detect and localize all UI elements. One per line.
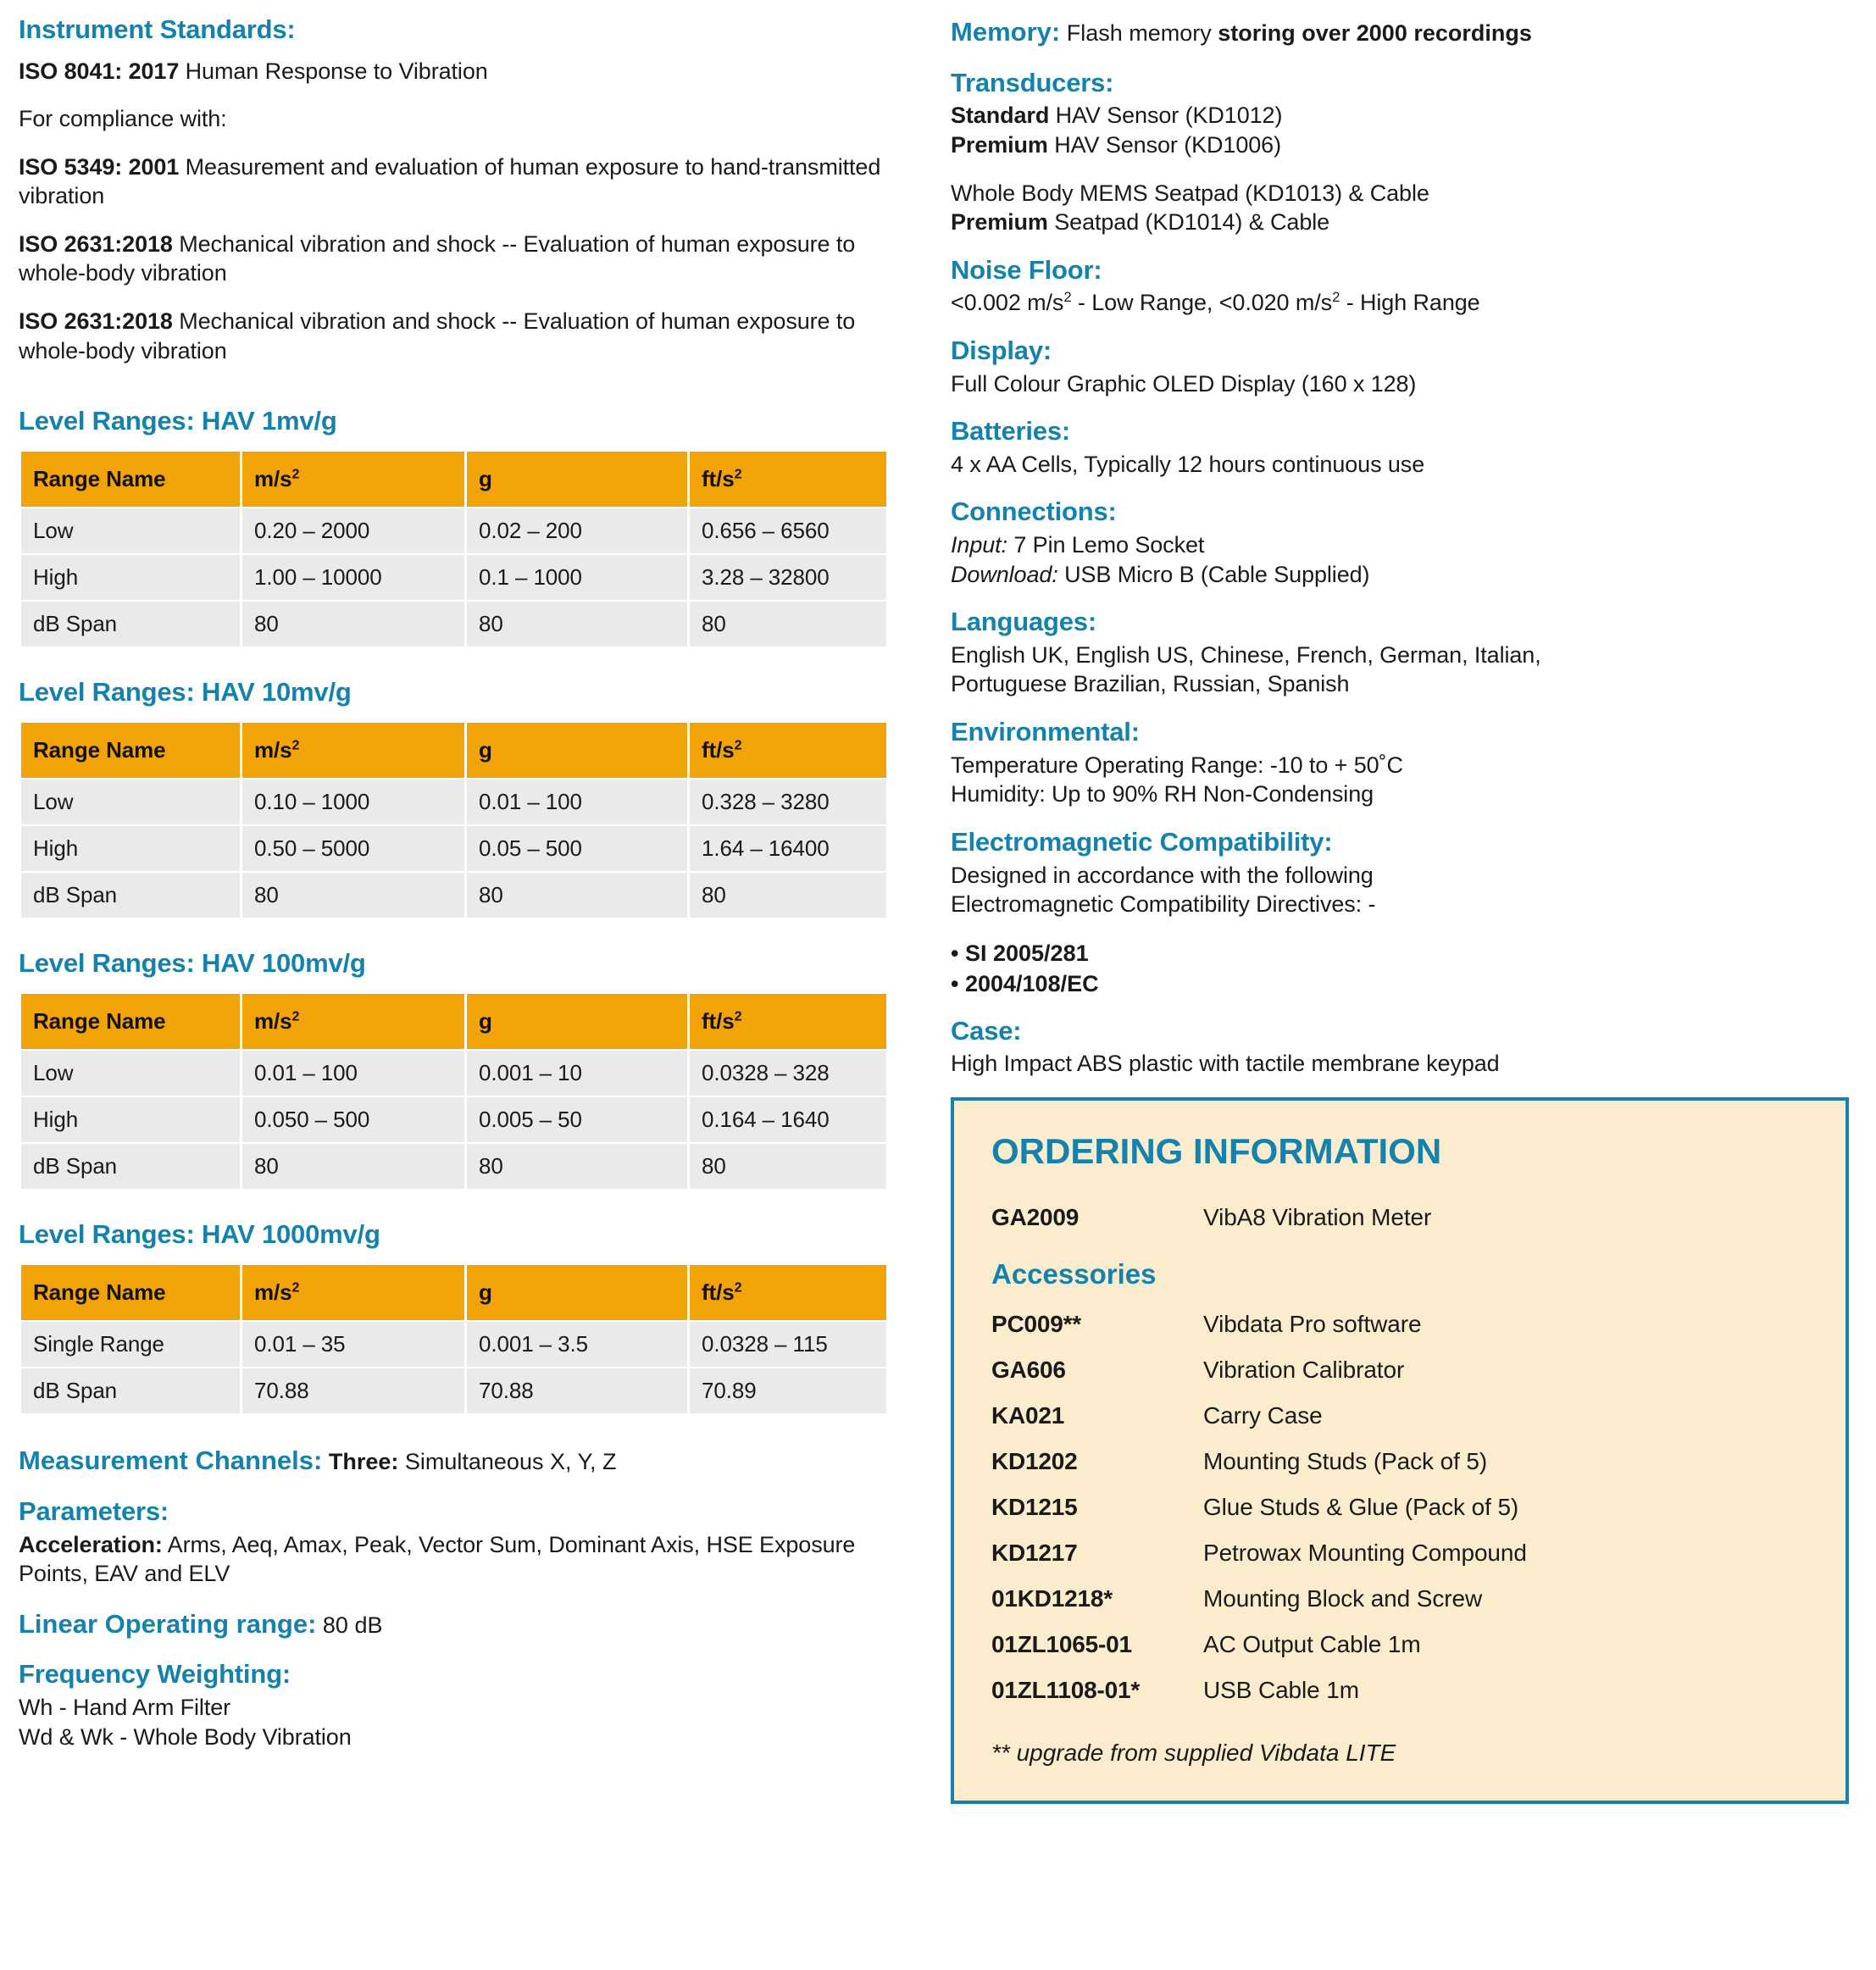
left-column bbox=[19, 15, 900, 1970]
order-code: KA021 bbox=[991, 1401, 1065, 1429]
col-header-g: g bbox=[467, 1265, 687, 1320]
order-item bbox=[991, 1584, 1808, 1612]
measurement-channels-heading: Measurement Channels: bbox=[19, 1446, 323, 1476]
display-text: Full Colour Graphic OLED Display (160 x 128) bbox=[951, 370, 1417, 397]
col-header-fts2: $ft/s^2$ bbox=[690, 452, 886, 507]
noise-floor-mid: - Low Range, <0.020 m/s bbox=[1071, 290, 1333, 316]
col-header-g: g bbox=[467, 452, 687, 507]
emc-line-1: Designed in accordance with the following bbox=[951, 862, 1374, 888]
emc-directives-list bbox=[951, 938, 1849, 1000]
cell-range-name: dB Span bbox=[21, 1368, 240, 1413]
parameters-heading: Parameters: bbox=[19, 1496, 169, 1526]
display-heading: Display: bbox=[951, 335, 1052, 365]
linear-operating-range-line bbox=[19, 1607, 900, 1642]
transducer-standard-label: Standard bbox=[951, 103, 1050, 129]
col-header-range-name: Range Name bbox=[21, 1265, 240, 1320]
order-description: Glue Studs & Glue (Pack of 5) bbox=[1203, 1493, 1519, 1520]
parameters-acceleration-line bbox=[19, 1530, 900, 1589]
iso-2631-line-1 bbox=[19, 230, 900, 288]
connections-download-line bbox=[951, 560, 1849, 590]
cell-range-name: dB Span bbox=[21, 873, 240, 918]
col-header-ms2: $m/s^2$ bbox=[242, 1265, 464, 1320]
cell-range-name: dB Span bbox=[21, 1144, 240, 1189]
iso-5349-text: Measurement and evaluation of human exposure to hand-transmitted vibration bbox=[19, 153, 881, 209]
col-header-g: g bbox=[467, 723, 687, 778]
col-header-ms2: $m/s^2$ bbox=[242, 723, 464, 778]
acceleration-text: Arms, Aeq, Amax, Peak, Vector Sum, Dominant Axis, HSE Exposure Points, EAV and ELV bbox=[19, 1531, 856, 1587]
cell-range-name: High bbox=[21, 555, 240, 600]
cell-g: 80 bbox=[467, 873, 687, 918]
col-header-range-name: Range Name bbox=[21, 723, 240, 778]
case-text: High Impact ABS plastic with tactile membrane keypad bbox=[951, 1051, 1500, 1077]
environmental-line-2: Humidity: Up to 90% RH Non-Condensing bbox=[951, 781, 1374, 807]
ordering-information-title: ORDERING INFORMATION bbox=[991, 1130, 1442, 1171]
order-code: GA2009 bbox=[991, 1203, 1080, 1230]
order-code: 01KD1218* bbox=[991, 1584, 1113, 1612]
cell-fts2: 0.164 – 1640 bbox=[690, 1097, 886, 1142]
transducer-standard-text: HAV Sensor (KD1012) bbox=[1049, 103, 1283, 129]
order-item bbox=[991, 1358, 1808, 1382]
col-header-fts2: $ft/s^2$ bbox=[690, 723, 886, 778]
memory-text: Flash memory bbox=[1060, 20, 1218, 46]
noise-floor-post: - High Range bbox=[1340, 290, 1480, 316]
languages-line-2: Portuguese Brazilian, Russian, Spanish bbox=[951, 671, 1350, 697]
table-row bbox=[21, 780, 886, 824]
connections-download-label: Download: bbox=[951, 561, 1058, 587]
cell-ms2: 0.01 – 35 bbox=[242, 1322, 464, 1367]
list-item: • 2004/108/EC bbox=[951, 968, 1849, 999]
cell-fts2: 1.64 – 16400 bbox=[690, 826, 886, 871]
order-description: Vibdata Pro software bbox=[1203, 1310, 1422, 1337]
emc-heading: Electromagnetic Compatibility: bbox=[951, 826, 1333, 857]
col-header-ms2: $m/s^2$ bbox=[242, 452, 464, 507]
iso-8041-text: Human Response to Vibration bbox=[179, 58, 488, 84]
memory-line bbox=[951, 15, 1849, 50]
col-header-range-name: Range Name bbox=[21, 994, 240, 1049]
measurement-channels-value: Simultaneous X, Y, Z bbox=[398, 1449, 617, 1475]
frequency-weighting-line-1: Wh - Hand Arm Filter bbox=[19, 1695, 231, 1720]
order-description: Carry Case bbox=[1203, 1401, 1323, 1429]
table-row bbox=[21, 508, 886, 553]
table-row bbox=[21, 602, 886, 646]
acceleration-label: Acceleration: bbox=[19, 1531, 163, 1557]
cell-range-name: Low bbox=[21, 508, 240, 553]
table-header-row bbox=[21, 452, 886, 507]
cell-g: 0.001 – 3.5 bbox=[467, 1322, 687, 1367]
iso-2631-text-2: Mechanical vibration and shock -- Evaluation of human exposure to whole-body vibration bbox=[19, 308, 856, 363]
measurement-channels-bold-value: Three: bbox=[322, 1449, 399, 1475]
cell-ms2: 80 bbox=[242, 873, 464, 918]
order-code: PC009** bbox=[991, 1310, 1082, 1337]
order-code: 01ZL1108-01* bbox=[991, 1676, 1141, 1703]
environmental-line-1: Temperature Operating Range: -10 to + 50˚C bbox=[951, 752, 1403, 778]
list-item: • SI 2005/281 bbox=[951, 938, 1849, 968]
order-description: Mounting Studs (Pack of 5) bbox=[1203, 1447, 1488, 1474]
transducer-premium-label: Premium bbox=[951, 131, 1048, 158]
environmental-heading: Environmental: bbox=[951, 717, 1140, 747]
batteries-text: 4 x AA Cells, Typically 12 hours continuous use bbox=[951, 451, 1425, 477]
memory-heading: Memory: bbox=[951, 17, 1061, 47]
case-heading: Case: bbox=[951, 1015, 1022, 1046]
table-row bbox=[21, 1322, 886, 1367]
iso-8041-code: ISO 8041: 2017 bbox=[19, 58, 180, 84]
iso-2631-line-2 bbox=[19, 307, 900, 365]
cell-g: 70.88 bbox=[467, 1368, 687, 1413]
iso-2631-code-2: ISO 2631:2018 bbox=[19, 308, 173, 334]
table-header-row bbox=[21, 994, 886, 1049]
memory-bold-tail: storing over 2000 recordings bbox=[1218, 20, 1532, 46]
cell-range-name: dB Span bbox=[21, 602, 240, 646]
noise-floor-sup-1: 2 bbox=[1063, 289, 1072, 306]
languages-line-1: English UK, English US, Chinese, French, German, Italian, bbox=[951, 641, 1541, 668]
order-item bbox=[991, 1493, 1808, 1520]
table-row bbox=[21, 1051, 886, 1096]
iso-5349-line bbox=[19, 153, 900, 211]
cell-fts2: 80 bbox=[690, 873, 886, 918]
cell-ms2: 80 bbox=[242, 1144, 464, 1189]
premium-seatpad-label: Premium bbox=[951, 209, 1048, 236]
col-header-fts2: $ft/s^2$ bbox=[690, 1265, 886, 1320]
cell-g: 0.01 – 100 bbox=[467, 780, 687, 824]
cell-ms2: 70.88 bbox=[242, 1368, 464, 1413]
accessories-heading: Accessories bbox=[991, 1257, 1157, 1290]
cell-fts2: 0.656 – 6560 bbox=[690, 508, 886, 553]
table-row bbox=[21, 1144, 886, 1189]
table-header-row bbox=[21, 723, 886, 778]
iso-2631-text-1: Mechanical vibration and shock -- Evaluation of human exposure to whole-body vibration bbox=[19, 230, 856, 286]
connections-input-line bbox=[951, 530, 1849, 560]
cell-fts2: 80 bbox=[690, 1144, 886, 1189]
transducers-heading: Transducers: bbox=[951, 67, 1114, 97]
order-code: KD1217 bbox=[991, 1539, 1078, 1566]
premium-seatpad-text: Seatpad (KD1014) & Cable bbox=[1047, 209, 1330, 236]
iso-5349-code: ISO 5349: 2001 bbox=[19, 153, 180, 180]
cell-range-name: High bbox=[21, 1097, 240, 1142]
order-item bbox=[991, 1401, 1808, 1429]
ordering-footnote: ** upgrade from supplied Vibdata LITE bbox=[991, 1739, 1396, 1766]
cell-fts2: 0.0328 – 328 bbox=[690, 1051, 886, 1096]
transducer-premium-line bbox=[951, 130, 1849, 160]
order-description: Vibration Calibrator bbox=[1203, 1356, 1405, 1383]
compliance-line: For compliance with: bbox=[19, 106, 227, 132]
table-row bbox=[21, 1368, 886, 1413]
table-row bbox=[21, 873, 886, 918]
cell-g: 80 bbox=[467, 602, 687, 646]
iso-8041-line bbox=[19, 57, 900, 86]
order-item bbox=[991, 1676, 1808, 1703]
linear-operating-range-heading: Linear Operating range: bbox=[19, 1608, 317, 1639]
col-header-g: g bbox=[467, 994, 687, 1049]
order-description: USB Cable 1m bbox=[1203, 1676, 1359, 1703]
table-title-hav-10mvg: Level Ranges: HAV 10mv/g bbox=[19, 677, 352, 708]
transducer-standard-line bbox=[951, 101, 1849, 130]
table-row bbox=[21, 555, 886, 600]
cell-g: 0.001 – 10 bbox=[467, 1051, 687, 1096]
connections-input-text: 7 Pin Lemo Socket bbox=[1007, 532, 1205, 558]
order-item bbox=[991, 1447, 1808, 1474]
transducer-premium-seatpad-line bbox=[951, 208, 1849, 237]
order-description: AC Output Cable 1m bbox=[1203, 1630, 1421, 1657]
cell-range-name: Single Range bbox=[21, 1322, 240, 1367]
transducer-seatpad-line: Whole Body MEMS Seatpad (KD1013) & Cable bbox=[951, 180, 1429, 206]
linear-operating-range-value: 80 dB bbox=[316, 1612, 383, 1638]
order-item bbox=[991, 1630, 1808, 1657]
connections-download-text: USB Micro B (Cable Supplied) bbox=[1057, 561, 1370, 587]
cell-range-name: Low bbox=[21, 780, 240, 824]
noise-floor-sup-2: 2 bbox=[1332, 289, 1340, 306]
col-header-ms2: $m/s^2$ bbox=[242, 994, 464, 1049]
batteries-heading: Batteries: bbox=[951, 416, 1070, 447]
iso-2631-code-1: ISO 2631:2018 bbox=[19, 230, 173, 257]
order-item bbox=[991, 1312, 1808, 1336]
cell-ms2: 0.50 – 5000 bbox=[242, 826, 464, 871]
cell-fts2: 0.0328 – 115 bbox=[690, 1322, 886, 1367]
connections-heading: Connections: bbox=[951, 497, 1117, 527]
level-ranges-table-10mvg bbox=[19, 721, 889, 919]
table-title-hav-100mvg: Level Ranges: HAV 100mv/g bbox=[19, 948, 366, 979]
order-description: Petrowax Mounting Compound bbox=[1203, 1539, 1527, 1566]
table-title-hav-1mvg: Level Ranges: HAV 1mv/g bbox=[19, 406, 337, 436]
order-description: Mounting Block and Screw bbox=[1203, 1584, 1483, 1612]
table-row bbox=[21, 1097, 886, 1142]
cell-range-name: High bbox=[21, 826, 240, 871]
table-title-hav-1000mvg: Level Ranges: HAV 1000mv/g bbox=[19, 1219, 380, 1250]
cell-ms2: 80 bbox=[242, 602, 464, 646]
cell-g: 0.05 – 500 bbox=[467, 826, 687, 871]
cell-g: 80 bbox=[467, 1144, 687, 1189]
emc-line-2: Electromagnetic Compatibility Directives: - bbox=[951, 891, 1376, 918]
frequency-weighting-line-2: Wd & Wk - Whole Body Vibration bbox=[19, 1723, 352, 1750]
cell-ms2: 0.10 – 1000 bbox=[242, 780, 464, 824]
cell-range-name: Low bbox=[21, 1051, 240, 1096]
cell-fts2: 80 bbox=[690, 602, 886, 646]
measurement-channels-line bbox=[19, 1444, 900, 1479]
cell-g: 0.02 – 200 bbox=[467, 508, 687, 553]
level-ranges-table-1000mvg bbox=[19, 1263, 889, 1415]
frequency-weighting-heading: Frequency Weighting: bbox=[19, 1659, 291, 1690]
col-header-fts2: $ft/s^2$ bbox=[690, 994, 886, 1049]
noise-floor-heading: Noise Floor: bbox=[951, 254, 1102, 285]
table-header-row bbox=[21, 1265, 886, 1320]
level-ranges-table-100mvg bbox=[19, 992, 889, 1190]
order-code: GA606 bbox=[991, 1356, 1066, 1383]
order-description: VibA8 Vibration Meter bbox=[1203, 1203, 1432, 1230]
cell-g: 0.005 – 50 bbox=[467, 1097, 687, 1142]
cell-fts2: 0.328 – 3280 bbox=[690, 780, 886, 824]
level-ranges-table-1mvg bbox=[19, 450, 889, 648]
order-code: KD1202 bbox=[991, 1447, 1078, 1474]
noise-floor-text bbox=[951, 288, 1849, 318]
cell-ms2: 0.050 – 500 bbox=[242, 1097, 464, 1142]
transducer-premium-text: HAV Sensor (KD1006) bbox=[1047, 131, 1281, 158]
cell-ms2: 0.01 – 100 bbox=[242, 1051, 464, 1096]
noise-floor-pre: <0.002 m/s bbox=[951, 290, 1064, 316]
col-header-range-name: Range Name bbox=[21, 452, 240, 507]
order-code: KD1215 bbox=[991, 1493, 1078, 1520]
ordering-information-box bbox=[951, 1097, 1849, 1804]
order-code: 01ZL1065-01 bbox=[991, 1630, 1132, 1657]
languages-heading: Languages: bbox=[951, 607, 1096, 637]
cell-ms2: 1.00 – 10000 bbox=[242, 555, 464, 600]
instrument-standards-heading: Instrument Standards: bbox=[19, 14, 296, 44]
cell-ms2: 0.20 – 2000 bbox=[242, 508, 464, 553]
cell-fts2: 3.28 – 32800 bbox=[690, 555, 886, 600]
order-item bbox=[991, 1541, 1808, 1565]
cell-g: 0.1 – 1000 bbox=[467, 555, 687, 600]
right-column bbox=[951, 15, 1849, 1970]
order-item-main bbox=[991, 1203, 1808, 1230]
cell-fts2: 70.89 bbox=[690, 1368, 886, 1413]
table-row bbox=[21, 826, 886, 871]
connections-input-label: Input: bbox=[951, 532, 1007, 558]
